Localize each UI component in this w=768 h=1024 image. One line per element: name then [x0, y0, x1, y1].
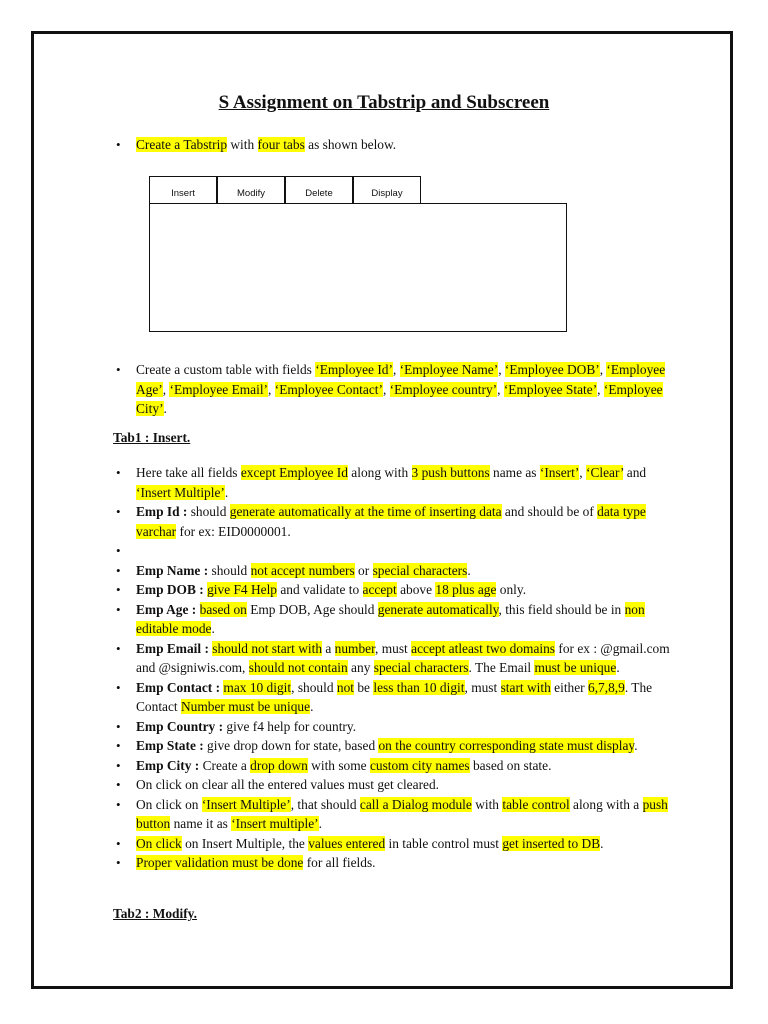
tab-display: Display	[353, 176, 421, 203]
list-item-empty	[116, 541, 676, 561]
tabstrip-diagram	[149, 176, 567, 332]
tab-modify: Modify	[217, 176, 285, 203]
list-item: • Emp Id : should generate automatically at the time of inserting data and should be of data type varchar for ex: EID0000001.	[116, 502, 676, 541]
list-item: • On click on Insert Multiple, the values entered in table control must get inserted to DB.	[116, 834, 676, 854]
tab-delete: Delete	[285, 176, 353, 203]
list-item: • Emp City : Create a drop down with some custom city names based on state.	[116, 756, 676, 776]
list-item: • Emp Age : based on Emp DOB, Age should generate automatically, this field should be in non editable mode.	[116, 600, 676, 639]
list-item: • Emp State : give drop down for state, based on the country corresponding state must display.	[116, 736, 676, 756]
tab1-requirements	[116, 463, 676, 873]
list-item: • Emp Country : give f4 help for country.	[116, 717, 676, 737]
list-item: • Emp Name : should not accept numbers or special characters.	[116, 561, 676, 581]
list-item: • Here take all fields except Employee Id along with 3 push buttons name as ‘Insert’, ‘Clear’ and ‘Insert Multiple’.	[116, 463, 676, 502]
intro-list	[116, 135, 676, 155]
list-item: • On click on ‘Insert Multiple’, that should call a Dialog module with table control along with a push button name it as ‘Insert multiple’.	[116, 795, 676, 834]
list-item: • On click on clear all the entered values must get cleared.	[116, 775, 676, 795]
tab-insert: Insert	[149, 176, 217, 203]
tab2-heading: Tab2 : Modify.	[113, 906, 197, 921]
list-item: • Emp Contact : max 10 digit, should not be less than 10 digit, must start with either 6,7,8,9. The Contact Number must be unique.	[116, 678, 676, 717]
tab1-heading: Tab1 : Insert.	[113, 430, 191, 445]
table-bullet: • Create a custom table with fields ‘Employee Id’, ‘Employee Name’, ‘Employee DOB’, ‘Employee Age’, ‘Employee Email’, ‘Employee Contact’, ‘Employee country’, ‘Employee State’, ‘Employee City’.	[116, 360, 676, 419]
list-item: • Proper validation must be done for all fields.	[116, 853, 676, 873]
tab-content-area	[149, 203, 567, 332]
document-title: S Assignment on Tabstrip and Subscreen	[218, 92, 550, 113]
list-item: • Emp Email : should not start with a number, must accept atleast two domains for ex : @gmail.com and @signiwis.com, should not contain any special characters. The Email must be unique.	[116, 639, 676, 678]
table-list	[116, 360, 676, 419]
list-item: • Emp DOB : give F4 Help and validate to accept above 18 plus age only.	[116, 580, 676, 600]
intro-bullet: • Create a Tabstrip with four tabs as shown below.	[116, 135, 676, 155]
